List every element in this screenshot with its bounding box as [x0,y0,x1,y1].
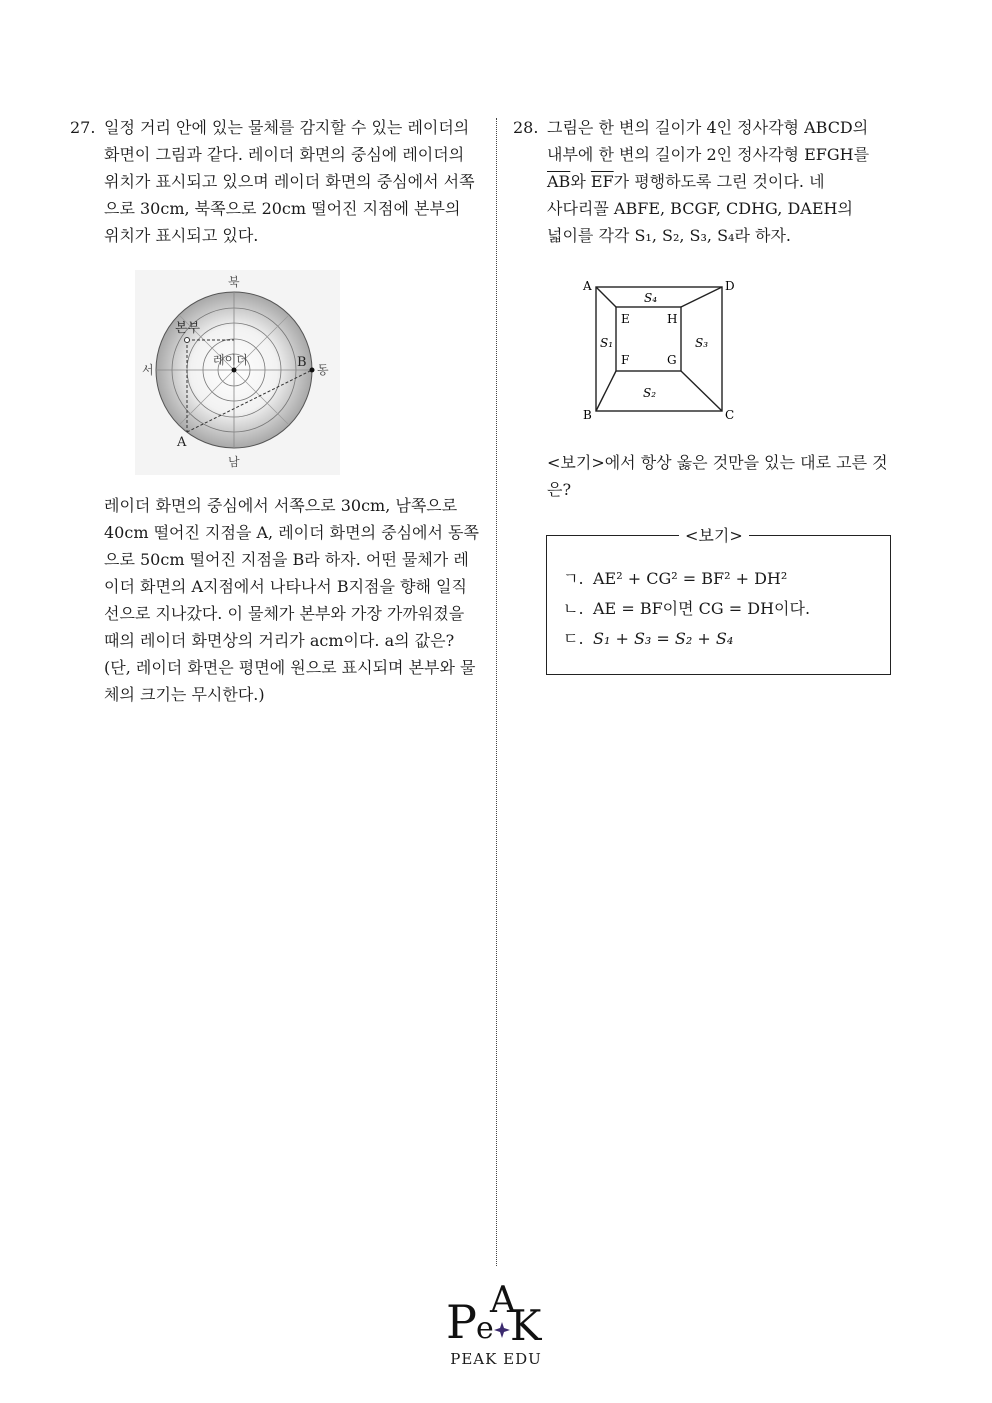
text-fragment: 와 [570,172,586,191]
area-s3: S₃ [695,336,709,350]
intro-line: 그림은 한 변의 길이가 4인 정사각형 ABCD의 [547,118,869,137]
intro-line [547,168,903,195]
west-label: 서 [142,363,154,377]
area-s1: S₁ [600,336,614,350]
question-27-body [70,492,480,708]
intro-line: 사다리꼴 ABFE, BCGF, CDHG, DAEH의 [547,199,853,218]
segment-ab: $\overline{AB}$ [547,172,571,191]
point-b-dot [310,368,315,373]
south-label: 남 [228,455,240,469]
segment-ef: $\overline{EF}$ [590,172,614,191]
hq-label: 본부 [175,321,201,336]
vertex-a: A [583,279,592,293]
svg-text:P: P [446,1295,477,1346]
question-28 [513,114,903,249]
square-figure [578,275,748,425]
question-body: 레이더 화면의 중심에서 서쪽으로 30cm, 남쪽으로 40cm 떨어진 지점을 A, 레이더 화면의 중심에서 동쪽으로 50cm 떨어진 지점을 B라 하자. 어떤 물체가 레이더 화면의 A지점에서 나타나서 B지점을 향해 일직선으로 지나갔다. 이 물체가 본부와 가장 가까워졌을 때의 레이더 화면상의 거리가 acm이다. a의 값은? (단, 레이더 화면은 평면에 원으로 표시되며 본부와 물체의 크기는 무시한다.) [104,496,479,704]
point-b-label: B [297,355,307,370]
vertex-d: D [725,279,735,293]
question-intro [547,114,903,249]
question-27 [70,114,480,249]
area-s4: S₄ [644,291,658,305]
radar-label: 레이더 [213,353,248,367]
bogi-text: AE² + CG² = BF² + DH² [593,569,788,588]
question-intro: 일정 거리 안에 있는 물체를 감지할 수 있는 레이더의 화면이 그림과 같다. 레이더 화면의 중심에 레이더의 위치가 표시되고 있으며 레이더 화면의 중심에서 서쪽으로 30cm, 북쪽으로 20cm 떨어진 지점에 본부의 위치가 표시되고 있다. [104,118,475,245]
bogi-item [563,594,810,624]
edge-dh [681,287,722,307]
hq-point [185,338,190,343]
vertex-b: B [583,408,592,422]
svg-text:e: e [476,1311,494,1346]
question-number: 28. [513,118,539,137]
bogi-box [546,526,891,675]
bogi-item [563,564,810,594]
svg-text:A: A [490,1280,516,1321]
text-fragment: 가 평행하도록 그린 것이다. 네 [613,172,825,191]
intro-line: 넓이를 각각 S₁, S₂, S₃, S₄라 하자. [547,226,792,245]
edge-bf [596,371,616,411]
column-divider [496,118,497,1266]
question-number: 27. [70,118,96,137]
vertex-g: G [667,353,677,367]
bogi-text: S₁ + S₃ = S₂ + S₄ [593,629,734,648]
bogi-item [563,624,810,654]
bogi-text: AE = BF이면 CG = DH이다. [593,599,811,618]
vertex-h: H [667,312,678,326]
logo-text: PEAK EDU [450,1350,542,1368]
bogi-title: <보기> [679,523,749,546]
intro-line: 내부에 한 변의 길이가 2인 정사각형 EFGH를 [547,145,870,164]
vertex-c: C [725,408,735,422]
edge-ae [596,287,616,307]
bogi-label: ㄴ. [563,599,584,618]
vertex-f: F [621,353,630,367]
bogi-list [563,564,810,654]
question-prompt: <보기>에서 항상 옳은 것만을 있는 대로 고른 것은? [547,453,888,499]
vertex-e: E [621,312,630,326]
radar-figure [135,270,345,475]
svg-text:K: K [510,1301,542,1346]
point-a-label: A [177,435,187,450]
edge-cg [681,371,722,411]
bogi-label: ㄱ. [563,569,584,588]
radar-point [232,368,237,373]
peak-logo-icon [440,1278,552,1346]
peak-edu-logo [440,1278,552,1368]
east-label: 동 [317,363,329,377]
bogi-label: ㄷ. [563,629,584,648]
area-s2: S₂ [643,386,657,400]
north-label: 북 [228,275,240,289]
question-28-prompt [513,449,903,503]
